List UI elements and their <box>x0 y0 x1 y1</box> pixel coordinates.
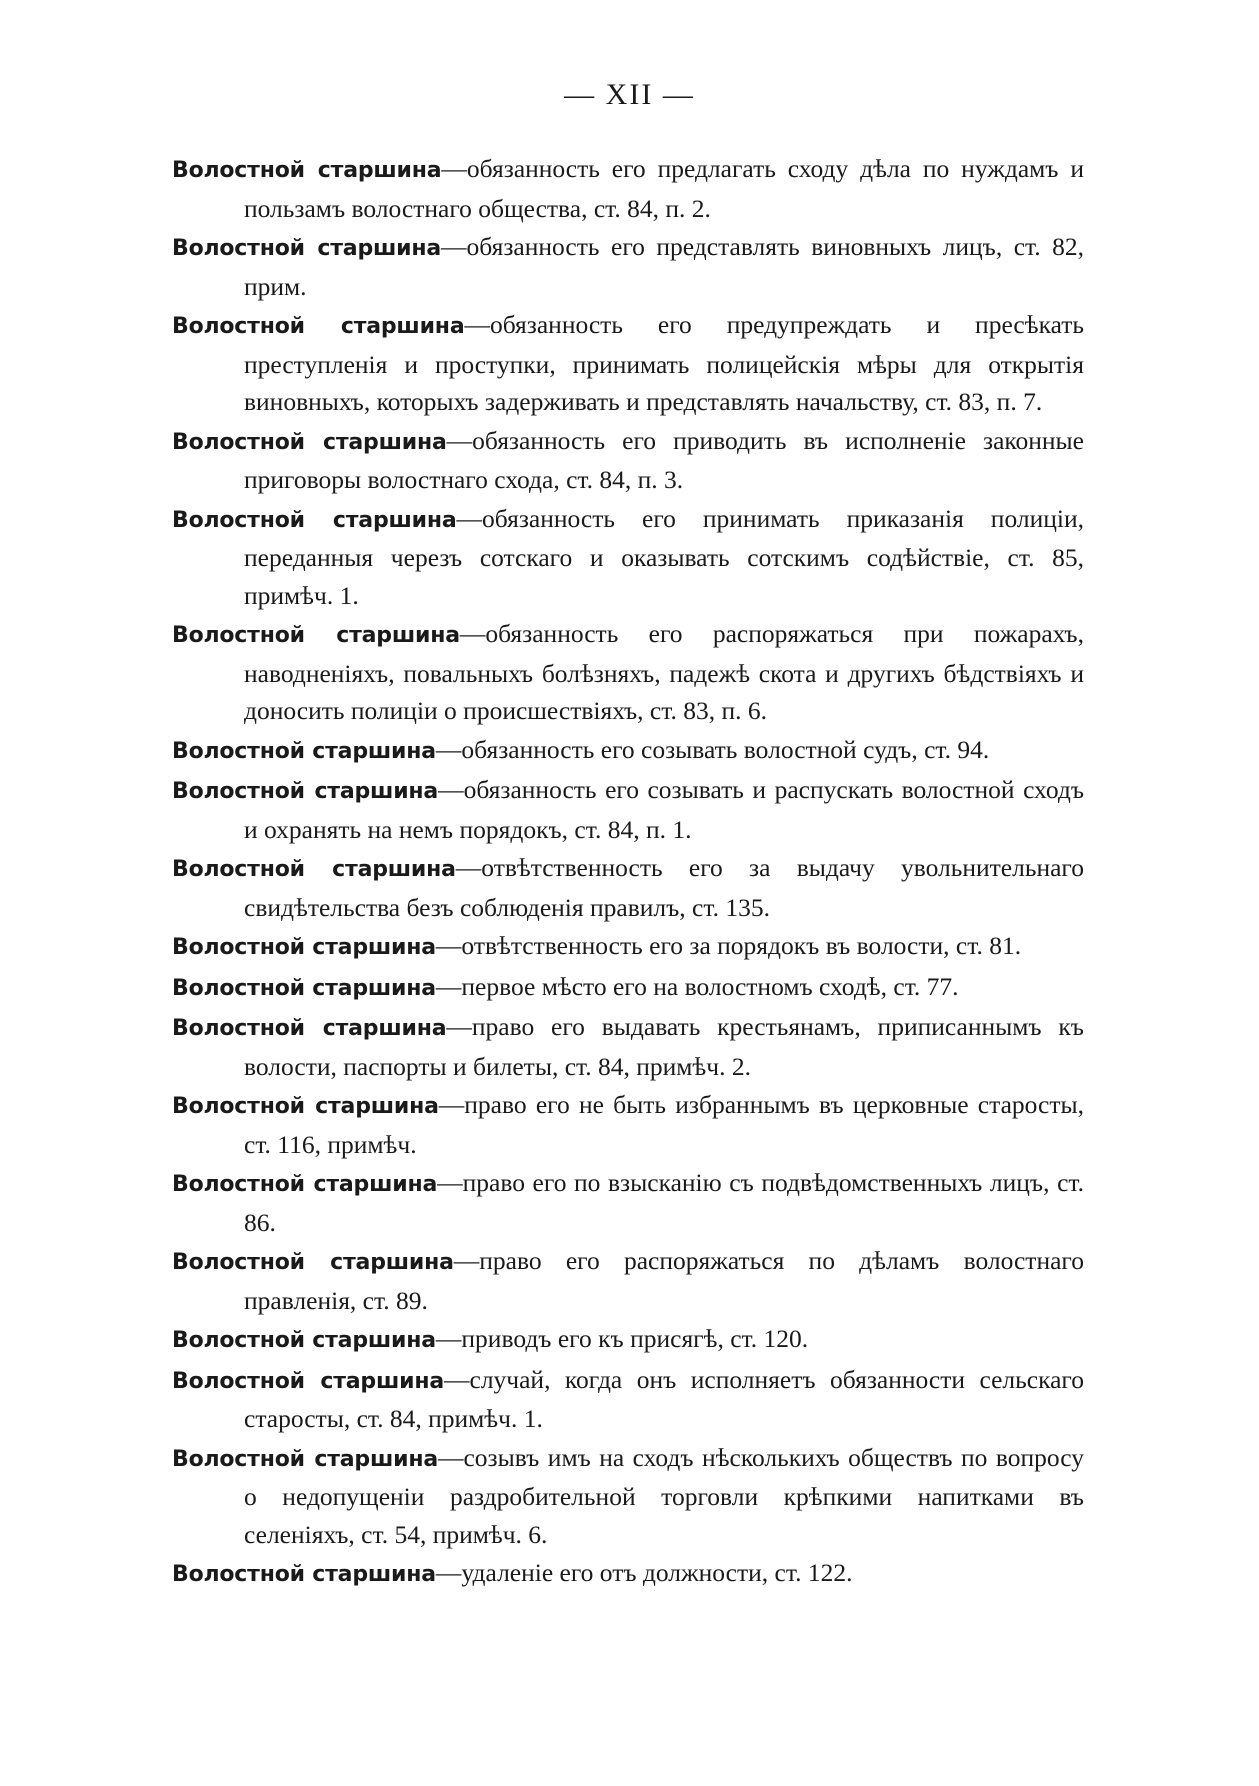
entry-head: Волостной старшина <box>172 623 460 648</box>
entry-text: —обязанность его созывать и распускать волостной сходъ и охранять на немъ порядокъ, ст. 84, п. 1. <box>244 775 1085 844</box>
entry-head: Волостной старшина <box>172 779 439 804</box>
entry-head: Волостной старшина <box>172 1562 436 1587</box>
entry-head: Волостной старшина <box>172 507 457 533</box>
entry-text: —обязанность его предупреждать и пресѣкать преступленія и проступки, принимать полицейскія мѣры для открытія виновныхъ, которыхъ задерживать и представлять начальству, ст. 83, п. 7. <box>244 310 1084 416</box>
entry-head: Волостной старшина <box>172 158 442 183</box>
entry-text: —обязанность его приводить въ исполненіе законные приговоры волостнаго схода, ст. 84, п. 3. <box>244 425 1084 494</box>
index-entry <box>172 1361 1084 1438</box>
index-entry <box>172 615 1084 730</box>
entry-head: Волостной старшина <box>172 1250 454 1275</box>
index-entry <box>172 422 1084 499</box>
entry-text: —приводъ его къ присягѣ, ст. 120. <box>435 1324 809 1353</box>
entry-text: —право его по взысканію съ подвѣдомственныхъ лицъ, ст. 86. <box>244 1168 1085 1237</box>
index-entries <box>172 150 1084 1595</box>
entry-text: —право его не быть избраннымъ въ церковные старосты, ст. 116, примѣч. <box>244 1090 1084 1159</box>
entry-text: —право его распоряжаться по дѣламъ волостнаго правленія, ст. 89. <box>244 1246 1084 1315</box>
entry-text: —обязанность его созывать волостной судъ, ст. 94. <box>435 734 990 764</box>
index-entry <box>172 1242 1084 1319</box>
entry-head: Волостной старшина <box>172 975 436 1001</box>
entry-text: —удаленіе его отъ должности, ст. 122. <box>435 1558 853 1587</box>
index-entry <box>172 968 1084 1008</box>
index-entry <box>172 1320 1084 1360</box>
entry-head: Волостной старшина <box>172 935 436 960</box>
index-entry <box>172 1439 1084 1554</box>
entry-head: Волостной старшина <box>172 429 447 455</box>
index-entry <box>172 731 1084 771</box>
index-entry <box>172 1554 1084 1594</box>
entry-head: Волостной старшина <box>172 738 436 764</box>
index-entry <box>172 771 1084 848</box>
entry-head: Волостной старшина <box>172 314 465 339</box>
entry-text: —обязанность его распоряжаться при пожарахъ, наводненіяхъ, повальныхъ болѣзняхъ, падежѣ скота и другихъ бѣдствіяхъ и доносить полиціи о происшествіяхъ, ст. 83, п. 6. <box>244 619 1084 725</box>
index-entry <box>172 1008 1084 1085</box>
entry-head: Волостной старшина <box>172 1094 439 1119</box>
entry-head: Волостной старшина <box>172 1446 438 1472</box>
index-entry <box>172 849 1084 926</box>
entry-head: Волостной старшина <box>172 236 442 261</box>
index-entry <box>172 500 1084 615</box>
entry-head: Волостной старшина <box>172 1016 447 1041</box>
entry-text: —обязанность его принимать приказанія полиціи, переданныя черезъ сотскаго и оказывать сотскимъ содѣйствіе, ст. 85, примѣч. 1. <box>244 503 1084 610</box>
entry-text: —отвѣтственность его за выдачу увольнительнаго свидѣтельства безъ соблюденія правилъ, ст. 135. <box>244 853 1084 922</box>
entry-text: —первое мѣсто его на волостномъ сходѣ, ст. 77. <box>435 971 959 1001</box>
index-entry <box>172 306 1084 421</box>
index-entry <box>172 1164 1084 1241</box>
index-entry <box>172 150 1084 227</box>
entry-head: Волостной старшина <box>172 1368 444 1394</box>
entry-text: —созывъ имъ на сходъ нѣсколькихъ обществъ по вопросу о недопущеніи раздробительной торговли крѣпкими напитками въ селеніяхъ, ст. 54, примѣч. 6. <box>244 1442 1084 1549</box>
index-entry <box>172 1086 1084 1163</box>
entry-head: Волостной старшина <box>172 857 456 882</box>
index-entry <box>172 228 1084 305</box>
entry-head: Волостной старшина <box>172 1328 436 1353</box>
entry-text: —обязанность его предлагать сходу дѣла по нуждамъ и пользамъ волостнаго общества, ст. 84, п. 2. <box>244 154 1084 223</box>
page-number: — XII — <box>564 78 695 111</box>
entry-text: —отвѣтственность его за порядокъ въ волости, ст. 81. <box>435 931 1022 960</box>
entry-text: —право его выдавать крестьянамъ, приписаннымъ къ волости, паспорты и билеты, ст. 84, примѣч. 2. <box>244 1012 1084 1081</box>
entry-text: —случай, когда онъ исполняетъ обязанности сельскаго старосты, ст. 84, примѣч. 1. <box>244 1364 1084 1433</box>
entry-head: Волостной старшина <box>172 1172 438 1197</box>
index-entry <box>172 927 1084 967</box>
entry-text: —обязанность его представлять виновныхъ лицъ, ст. 82, прим. <box>244 232 1084 301</box>
